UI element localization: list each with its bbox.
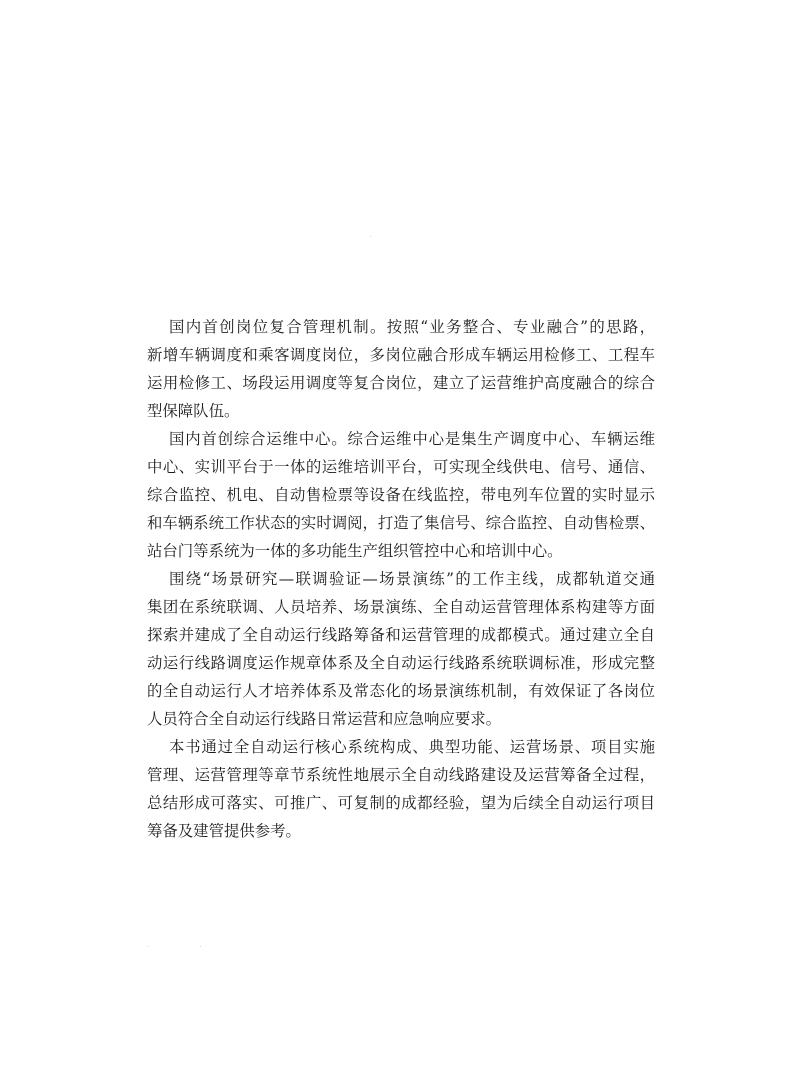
text-line: 型保障队伍。 — [147, 402, 240, 420]
paragraph — [147, 733, 655, 845]
text-line: 国内首创岗位复合管理机制。按照“业务整合、专业融合”的思路， — [169, 318, 655, 336]
text-line: 总结形成可落实、可推广、可复制的成都经验，望为后续全自动运行项目 — [147, 794, 655, 812]
text-line: 新增车辆调度和乘客调度岗位，多岗位融合形成车辆运用检修工、工程车 — [147, 346, 655, 364]
text-line: 动运行线路调度运作规章体系及全自动运行线路系统联调标准，形成完整 — [147, 654, 655, 672]
text-line: 探索并建成了全自动运行线路筹备和运营管理的成都模式。通过建立全自 — [147, 626, 655, 644]
text-line: 管理、运营管理等章节系统性地展示全自动线路建设及运营筹备全过程， — [147, 766, 655, 784]
text-line: 中心、实训平台于一体的运维培训平台，可实现全线供电、信号、通信、 — [147, 458, 655, 476]
text-line: 筹备及建管提供参考。 — [147, 822, 301, 840]
text-line: 集团在系统联调、人员培养、场景演练、全自动运营管理体系构建等方面 — [147, 598, 655, 616]
text-line: 和车辆系统工作状态的实时调阅，打造了集信号、综合监控、自动售检票、 — [147, 514, 655, 532]
text-line: 本书通过全自动运行核心系统构成、典型功能、运营场景、项目实施 — [169, 738, 655, 756]
scan-speck — [370, 236, 371, 237]
text-line: 人员符合全自动运行线路日常运营和应急响应要求。 — [147, 710, 501, 728]
body-text — [147, 313, 655, 845]
paragraph — [147, 313, 655, 425]
scan-speck — [148, 946, 149, 947]
text-line: 的全自动运行人才培养体系及常态化的场景演练机制，有效保证了各岗位 — [147, 682, 655, 700]
text-line: 运用检修工、场段运用调度等复合岗位，建立了运营维护高度融合的综合 — [147, 374, 655, 392]
text-line: 综合监控、机电、自动售检票等设备在线监控，带电列车位置的实时显示 — [147, 486, 655, 504]
text-line: 围绕“场景研究—联调验证—场景演练”的工作主线，成都轨道交通 — [169, 570, 655, 588]
paragraph — [147, 425, 655, 565]
text-line: 国内首创综合运维中心。综合运维中心是集生产调度中心、车辆运维 — [169, 430, 655, 448]
scan-speck — [200, 946, 201, 947]
paragraph — [147, 565, 655, 733]
text-line: 站台门等系统为一体的多功能生产组织管控中心和培训中心。 — [147, 542, 563, 560]
